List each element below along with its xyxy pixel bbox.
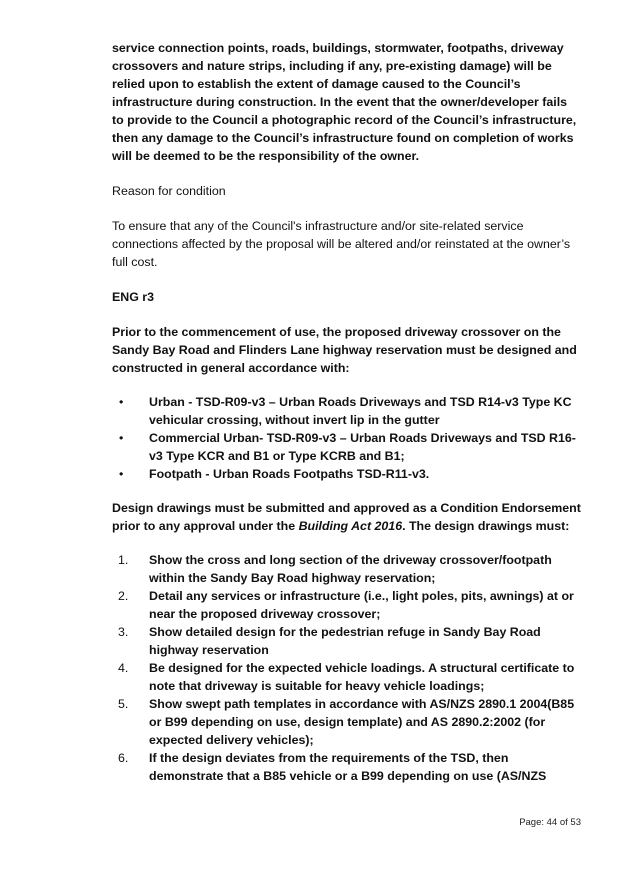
list-item bbox=[112, 749, 582, 785]
paragraph-infrastructure-record: service connection points, roads, buildings, stormwater, footpaths, driveway crossovers and nature strips, including if any, pre-existing damage) will be relied upon to establish the extent of damage caused to the Council’s infrastructure during construction. In the event that the owner/developer fails to provide to the Council a photographic record of the Council’s infrastructure, then any damage to the Council’s infrastructure found on completion of works will be deemed to be the responsibility of the owner. bbox=[112, 41, 577, 163]
list-number: 5. bbox=[118, 697, 129, 711]
paragraph-design-drawings: Design drawings must be submitted and approved as a Condition Endorsement prior to any approval under the Building Act 2016. The design drawings must: bbox=[112, 501, 581, 533]
list-item-text: Show detailed design for the pedestrian refuge in Sandy Bay Road highway reservation bbox=[149, 625, 541, 657]
standards-bullet-list bbox=[112, 393, 582, 483]
list-item-text: Show swept path templates in accordance with AS/NZS 2890.1 2004(B85 or B99 depending on use, design template) and AS 2890.2:2002 (for expected delivery vehicles); bbox=[149, 697, 575, 747]
list-item-text: Footpath - Urban Roads Footpaths TSD-R11-v3. bbox=[149, 467, 430, 481]
bullet-icon: • bbox=[119, 467, 124, 481]
list-item bbox=[112, 623, 582, 659]
paragraph-prior-commencement: Prior to the commencement of use, the proposed driveway crossover on the Sandy Bay Road and Flinders Lane highway reservation must be designed and constructed in general accordance with: bbox=[112, 325, 577, 375]
list-item bbox=[112, 587, 582, 623]
list-item bbox=[112, 465, 582, 483]
list-item bbox=[112, 429, 582, 465]
list-item-text: Show the cross and long section of the driveway crossover/footpath within the Sandy Bay Road highway reservation; bbox=[149, 553, 552, 585]
list-number: 2. bbox=[118, 589, 129, 603]
design-requirements-list bbox=[112, 551, 582, 785]
list-item bbox=[112, 393, 582, 429]
act-name: Building Act 2016 bbox=[298, 519, 403, 533]
list-item-text: Commercial Urban- TSD-R09-v3 – Urban Roads Driveways and TSD R16-v3 Type KCR and B1 or Type KCRB and B1; bbox=[149, 431, 576, 463]
list-number: 6. bbox=[118, 751, 129, 765]
bullet-icon: • bbox=[119, 395, 124, 409]
list-item bbox=[112, 659, 582, 695]
reason-heading: Reason for condition bbox=[112, 184, 226, 198]
page-number-footer: Page: 44 of 53 bbox=[519, 817, 581, 828]
list-number: 4. bbox=[118, 661, 129, 675]
document-page bbox=[112, 39, 582, 785]
reason-text: To ensure that any of the Council's infrastructure and/or site-related service connections affected by the proposal will be altered and/or reinstated at the owner’s full cost. bbox=[112, 219, 571, 269]
list-number: 3. bbox=[118, 625, 129, 639]
list-item-text: If the design deviates from the requirements of the TSD, then demonstrate that a B85 vehicle or a B99 depending on use (AS/NZS bbox=[149, 751, 547, 783]
bullet-icon: • bbox=[119, 431, 124, 445]
condition-heading: ENG r3 bbox=[112, 290, 155, 304]
list-item bbox=[112, 551, 582, 587]
list-item-text: Detail any services or infrastructure (i.e., light poles, pits, awnings) at or near the proposed driveway crossover; bbox=[149, 589, 574, 621]
list-number: 1. bbox=[118, 553, 129, 567]
list-item-text: Urban - TSD-R09-v3 – Urban Roads Driveways and TSD R14-v3 Type KC vehicular crossing, without invert lip in the gutter bbox=[149, 395, 572, 427]
list-item bbox=[112, 695, 582, 749]
list-item-text: Be designed for the expected vehicle loadings. A structural certificate to note that driveway is suitable for heavy vehicle loadings; bbox=[149, 661, 575, 693]
